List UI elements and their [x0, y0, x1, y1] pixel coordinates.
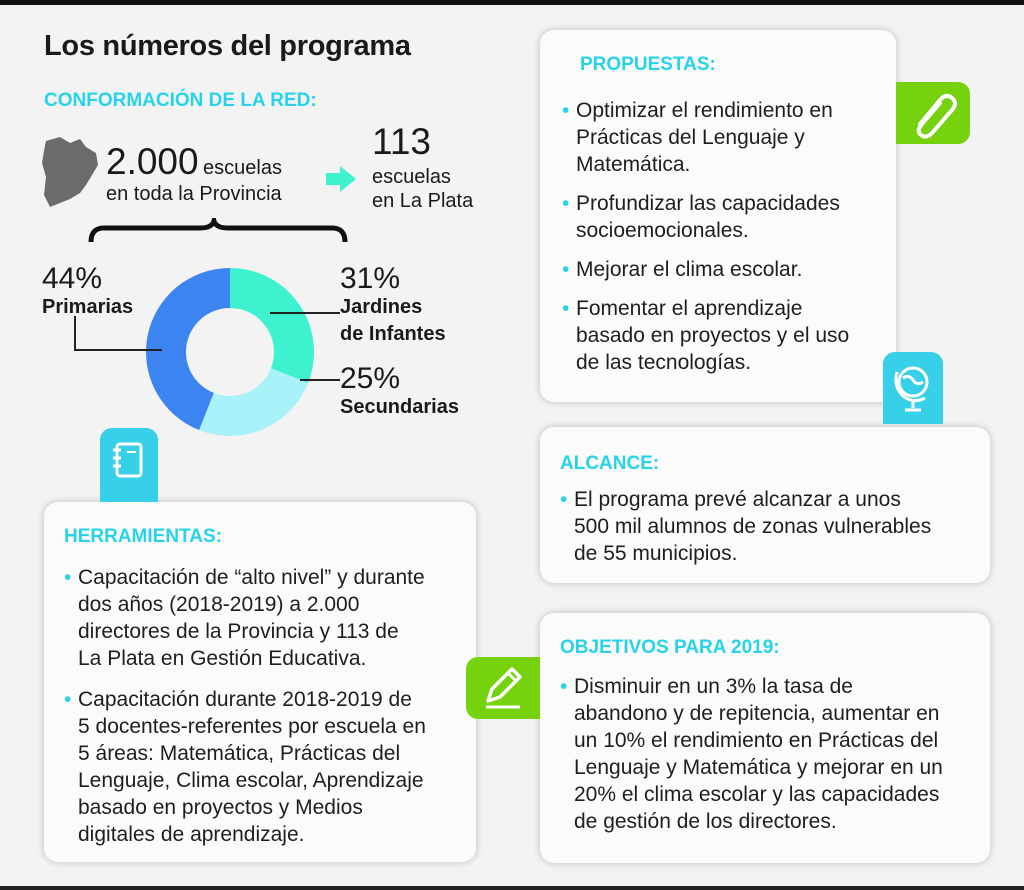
bullet-item — [64, 686, 426, 848]
bullet-line: Prácticas del Lenguaje y — [576, 126, 805, 149]
bullet-line: de gestión de los directores. — [574, 810, 837, 833]
objetivos-heading: OBJETIVOS PARA 2019: — [560, 637, 780, 658]
bullet-item — [560, 673, 943, 835]
globe-icon — [883, 352, 943, 424]
bullet-item — [560, 486, 931, 567]
bullet-line: 500 mil alumnos de zonas vulnerables — [574, 515, 932, 538]
bullet-line: Lenguaje y Matemática y mejorar en un — [574, 756, 943, 779]
bullet-line: 5 áreas: Matemática, Prácticas del — [78, 742, 401, 765]
bullet-line: • Capacitación de “alto nivel” y durante — [78, 566, 425, 589]
propuestas-list — [562, 97, 849, 376]
propuestas-icon-tab — [896, 82, 970, 144]
bullet-item — [562, 97, 849, 178]
bullet-line: directores de la Provincia y 113 de — [78, 620, 399, 643]
bullet-line: • Profundizar las capacidades — [576, 192, 840, 215]
bullet-line: basado en proyectos y el uso — [576, 324, 850, 347]
donut-slice-secundarias — [199, 368, 308, 436]
bullet-line: Lenguaje, Clima escolar, Aprendizaje — [78, 769, 424, 792]
propuestas-heading: PROPUESTAS: — [580, 54, 716, 75]
bullet-line: digitales de aprendizaje. — [78, 823, 305, 846]
bullet-line: 5 docentes-referentes por escuela en — [78, 715, 426, 738]
objetivos-icon-tab — [466, 657, 540, 719]
total-schools — [106, 143, 282, 181]
bullet-line: La Plata en Gestión Educativa. — [78, 647, 367, 670]
jardines-label-2: de Infantes — [340, 323, 446, 345]
objetivos-list — [560, 673, 943, 835]
notebook-icon — [100, 428, 158, 502]
bullet-line: • Mejorar el clima escolar. — [576, 258, 803, 281]
bullet-line: un 10% el rendimiento en Prácticas del — [574, 729, 939, 752]
alcance-icon-tab — [883, 352, 943, 424]
bullet-line: socioemocionales. — [576, 219, 749, 242]
herramientas-list — [64, 564, 426, 848]
alcance-heading: ALCANCE: — [560, 453, 660, 474]
bullet-line: Matemática. — [576, 153, 691, 176]
red-heading: CONFORMACIÓN DE LA RED: — [44, 90, 317, 111]
secundarias-label: Secundarias — [340, 396, 459, 418]
pencil-icon — [466, 657, 540, 719]
bullet-line: • El programa prevé alcanzar a unos — [574, 488, 901, 511]
local-number: 113 — [372, 121, 431, 162]
bullet-line: basado en proyectos y Medios — [78, 796, 363, 819]
right-arrow-icon — [326, 166, 356, 192]
province-map-icon — [40, 133, 102, 211]
propuestas-card — [540, 30, 896, 402]
bottom-border — [0, 886, 1024, 890]
herramientas-icon-tab — [100, 428, 158, 502]
total-word: escuelas — [203, 157, 282, 179]
jardines-label-1: Jardines — [340, 296, 423, 318]
primarias-label: Primarias — [42, 296, 134, 318]
local-word: escuelas — [372, 166, 451, 188]
bullet-item — [562, 256, 849, 283]
bullet-line: de las tecnologías. — [576, 351, 752, 374]
total-scope: en toda la Provincia — [106, 183, 282, 205]
donut-chart — [140, 262, 320, 442]
objetivos-card — [540, 613, 990, 863]
bullet-line: • Optimizar el rendimiento en — [576, 99, 833, 122]
page-title: Los números del programa — [44, 30, 411, 62]
herramientas-heading: HERRAMIENTAS: — [64, 526, 222, 547]
bullet-item — [64, 564, 426, 672]
bullet-item — [562, 190, 849, 244]
jardines-pct: 31% — [340, 262, 401, 295]
bullet-line: de 55 municipios. — [574, 542, 738, 565]
alcance-list — [560, 486, 931, 567]
bullet-line: • Disminuir en un 3% la tasa de — [574, 675, 853, 698]
bullet-line: • Fomentar el aprendizaje — [576, 297, 803, 320]
top-border — [0, 0, 1024, 5]
herramientas-card — [44, 502, 476, 862]
local-scope: en La Plata — [372, 190, 474, 212]
bullet-line: dos años (2018-2019) a 2.000 — [78, 593, 360, 616]
secundarias-pct: 25% — [340, 362, 401, 395]
donut-slice-jardines-de-infantes — [230, 268, 314, 383]
brace — [88, 218, 348, 246]
bullet-line: 20% el clima escolar y las capacidades — [574, 783, 940, 806]
alcance-card — [540, 427, 990, 583]
bullet-line: • Capacitación durante 2018-2019 de — [78, 688, 412, 711]
bullet-item — [562, 295, 849, 376]
bullet-line: abandono y de repitencia, aumentar en — [574, 702, 940, 725]
total-number: 2.000 — [106, 141, 199, 182]
primarias-pct: 44% — [42, 262, 103, 295]
paperclip-icon — [896, 82, 970, 144]
